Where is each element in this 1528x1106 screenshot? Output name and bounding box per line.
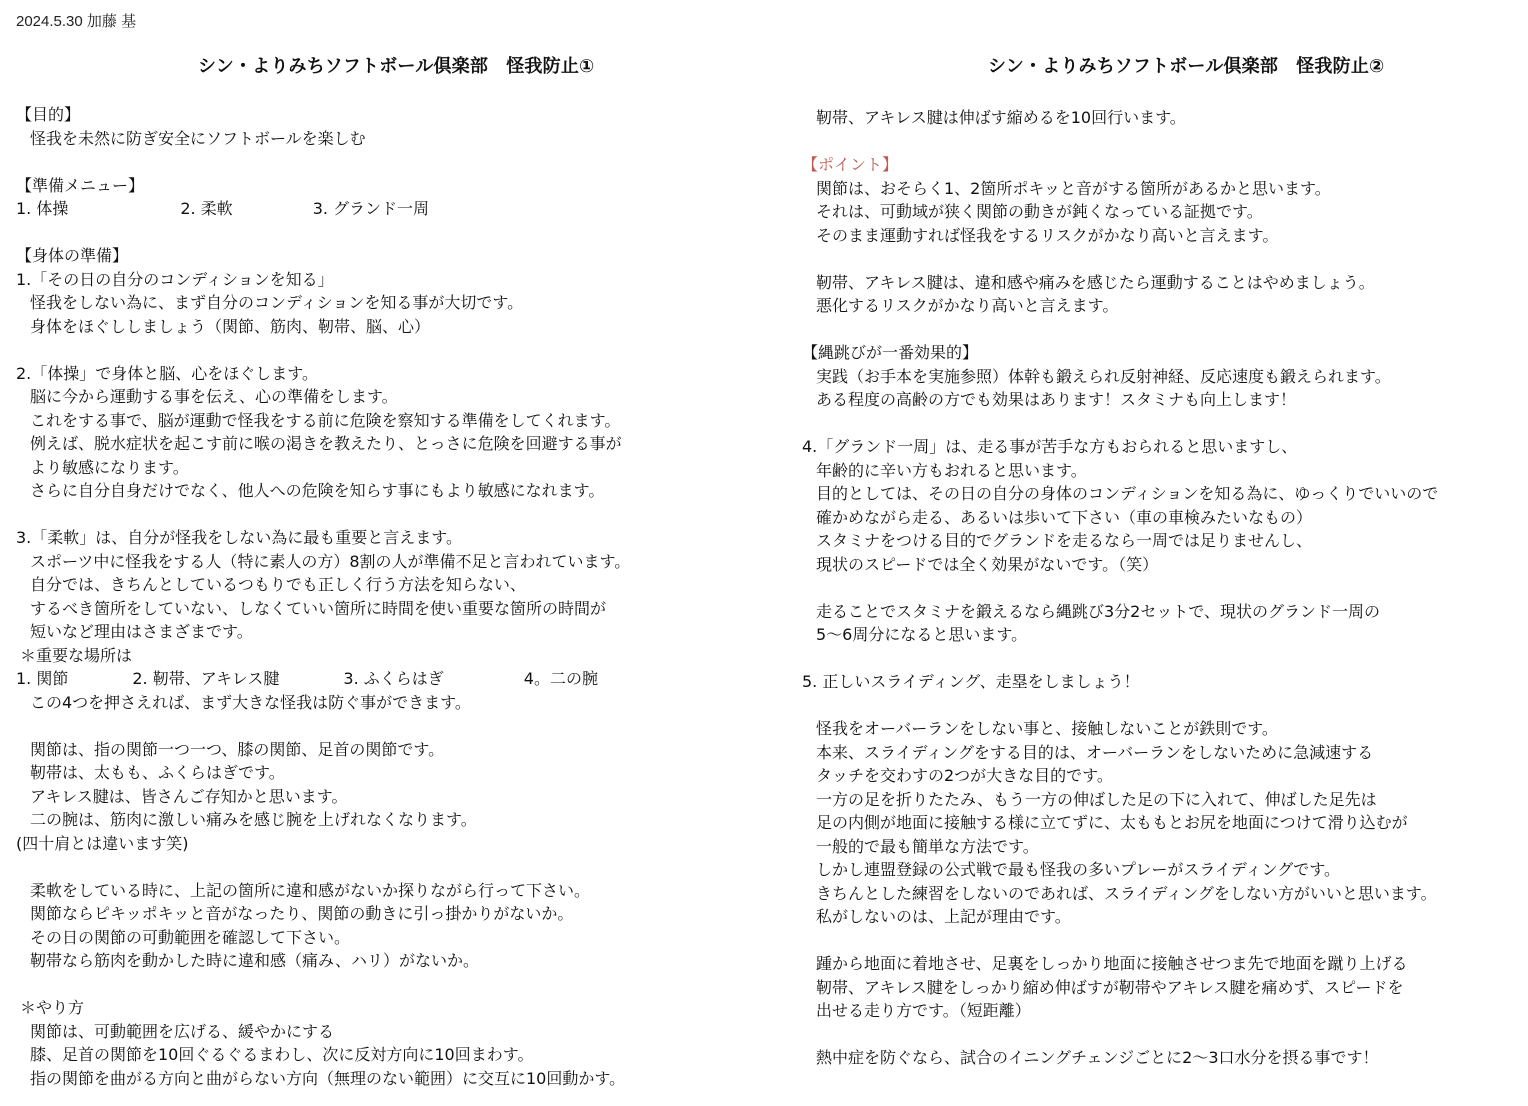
page1-title: シン・よりみちソフトボール倶楽部 怪我防止① (198, 56, 595, 77)
text-line: 靭帯、アキレス腱は伸ばす縮めるを10回行います。 (816, 108, 1186, 127)
text-line: 一方の足を折りたたみ、もう一方の伸ばした足の下に入れて、伸ばした足先は (816, 789, 1377, 809)
text-line: 関節は、可動範囲を広げる、緩やかにする (30, 1021, 335, 1041)
date-author-stamp: 2024.5.30 加藤 基 (16, 13, 137, 30)
text-line: 関節ならピキッポキッと音がなったり、関節の動きに引っ掛かりがないか。 (30, 904, 574, 923)
text-line: アキレス腱は、皆さんご存知かと思います。 (30, 786, 348, 806)
text-line: 4.「グランド一周」は、走る事が苦手な方もおられると思いますし、 (802, 437, 1298, 456)
text-line: 踵から地面に着地させ、足裏をしっかり地面に接触させつま先で地面を蹴り上げる (816, 954, 1408, 973)
text-line: 1.「その日の自分のコンディションを知る」 (16, 269, 334, 289)
text-line: 【身体の準備】 (16, 246, 129, 265)
text-line: しかし連盟登録の公式戦で最も怪我の多いプレーがスライディングです。 (816, 860, 1341, 879)
page2-title: シン・よりみちソフトボール倶楽部 怪我防止② (988, 56, 1385, 77)
text-line: ＊重要な場所は (20, 645, 133, 665)
text-line: 二の腕は、筋肉に激しい痛みを感じ腕を上げれなくなります。 (30, 810, 477, 829)
text-line: (四十肩とは違います笑) (16, 833, 189, 853)
text-line: 5〜6周分になると思います。 (816, 625, 1028, 644)
text-line: 怪我を未然に防ぎ安全にソフトボールを楽しむ (30, 128, 366, 148)
text-line: そのまま運動すれば怪我をするリスクがかなり高いと言えます。 (816, 225, 1279, 245)
text-line: 熱中症を防ぐなら、試合のイニングチェンジごとに2〜3口水分を摂る事です！ (816, 1048, 1379, 1067)
text-line: 靭帯、アキレス腱は、違和感や痛みを感じたら運動することはやめましょう。 (816, 272, 1375, 292)
text-line: 【ポイント】 (802, 155, 899, 174)
text-line: 靭帯は、太もも、ふくらはぎです。 (30, 763, 285, 782)
text-line: 現状のスピードでは全く効果がないです。（笑） (816, 554, 1159, 574)
text-line: 出せる走り方です。（短距離） (816, 1001, 1031, 1020)
text-line: 私がしないのは、上記が理由です。 (816, 907, 1071, 926)
text-line: 足の内側が地面に接触する様に立てずに、太ももとお尻を地面につけて滑り込むが (816, 813, 1408, 832)
text-line: 一般的で最も簡単な方法です。 (816, 836, 1039, 856)
text-line: タッチを交わすの2つが大きな目的です。 (816, 766, 1113, 785)
text-line: さらに自分自身だけでなく、他人への危険を知らす事にもより敏感になれます。 (30, 481, 605, 500)
text-line: 1. 体操 2. 柔軟 3. グランド一周 (16, 199, 430, 218)
text-line: 身体をほぐししましょう（関節、筋肉、靭帯、脳、心） (30, 316, 431, 336)
text-line: 2.「体操」で身体と脳、心をほぐします。 (16, 363, 318, 383)
text-line: 実践（お手本を実施参照）体幹も鍛えられ反射神経、反応速度も鍛えられます。 (816, 366, 1391, 386)
text-line: 自分では、きちんとしているつもりでも正しく行う方法を知らない、 (30, 575, 526, 594)
text-line: この4つを押さえれば、まず大きな怪我は防ぐ事ができます。 (30, 692, 471, 712)
text-line: 怪我をオーバーランをしない事と、接触しないことが鉄則です。 (816, 719, 1278, 738)
text-line: スポーツ中に怪我をする人（特に素人の方）8割の人が準備不足と言われています。 (30, 551, 631, 571)
text-line: 目的としては、その日の自分の身体のコンディションを知る為に、ゆっくりでいいので (816, 484, 1439, 503)
text-line: 悪化するリスクがかなり高いと言えます。 (816, 296, 1119, 315)
text-line: 5. 正しいスライディング、走塁をしましょう！ (802, 672, 1140, 691)
text-line: 膝、足首の関節を10回ぐるぐるまわし、次に反対方向に10回まわす。 (30, 1045, 534, 1064)
text-line: 脳に今から運動する事を伝え、心の準備をします。 (30, 387, 398, 406)
text-line: これをする事で、脳が運動で怪我をする前に危険を察知する準備をしてくれます。 (30, 410, 621, 430)
text-line: 指の関節を曲がる方向と曲がらない方向（無理のない範囲）に交互に10回動かす。 (30, 1068, 626, 1088)
text-line: 1. 関節 2. 靭帯、アキレス腱 3. ふくらはぎ 4。二の腕 (16, 669, 598, 688)
text-line: 関節は、おそらく1、2箇所ポキッと音がする箇所があるかと思います。 (816, 178, 1331, 198)
text-line: 【準備メニュー】 (16, 175, 145, 195)
text-line: するべき箇所をしていない、しなくていい箇所に時間を使い重要な箇所の時間が (30, 598, 607, 618)
text-line: ＊やり方 (20, 998, 85, 1017)
text-line: きちんとした練習をしないのであれば、スライディングをしない方がいいと思います。 (816, 883, 1437, 903)
text-line: 怪我をしない為に、まず自分のコンディションを知る事が大切です。 (30, 293, 524, 312)
text-line: 確かめながら走る、あるいは歩いて下さい（車の車検みたいなもの） (816, 507, 1313, 527)
text-line: 柔軟をしている時に、上記の箇所に違和感がないか探りながら行って下さい。 (30, 880, 591, 900)
text-line: 靭帯、アキレス腱をしっかり縮め伸ばすが靭帯やアキレス腱を痛めず、スピードを (816, 977, 1404, 997)
text-line: 靭帯なら筋肉を動かした時に違和感（痛み、ハリ）がないか。 (30, 951, 479, 970)
text-line: それは、可動域が狭く関節の動きが鈍くなっている証拠です。 (816, 202, 1263, 221)
text-line: 短いなど理由はさまざまです。 (30, 622, 253, 641)
text-line: ある程度の高齢の方でも効果はあります！スタミナも向上します！ (816, 390, 1297, 409)
text-line: 【縄跳びが一番効果的】 (802, 343, 979, 362)
text-line: 【目的】 (16, 105, 81, 124)
text-line: その日の関節の可動範囲を確認して下さい。 (30, 927, 351, 947)
text-line: 関節は、指の関節一つ一つ、膝の関節、足首の関節です。 (30, 739, 445, 759)
text-line: 例えば、脱水症状を起こす前に喉の渇きを教えたり、とっさに危険を回避する事が (30, 434, 622, 453)
text-line: 本来、スライディングをする目的は、オーバーランをしないために急減速する (816, 742, 1374, 762)
text-line: 3.「柔軟」は、自分が怪我をしない為に最も重要と言えます。 (16, 528, 462, 547)
text-line: 走ることでスタミナを鍛えるなら縄跳び3分2セットで、現状のグランド一周の (816, 601, 1381, 621)
text-line: スタミナをつける目的でグランドを走るなら一周では足りませんし、 (816, 531, 1313, 550)
text-line: 年齢的に辛い方もおれると思います。 (816, 460, 1087, 480)
text-line: より敏感になります。 (30, 457, 189, 477)
